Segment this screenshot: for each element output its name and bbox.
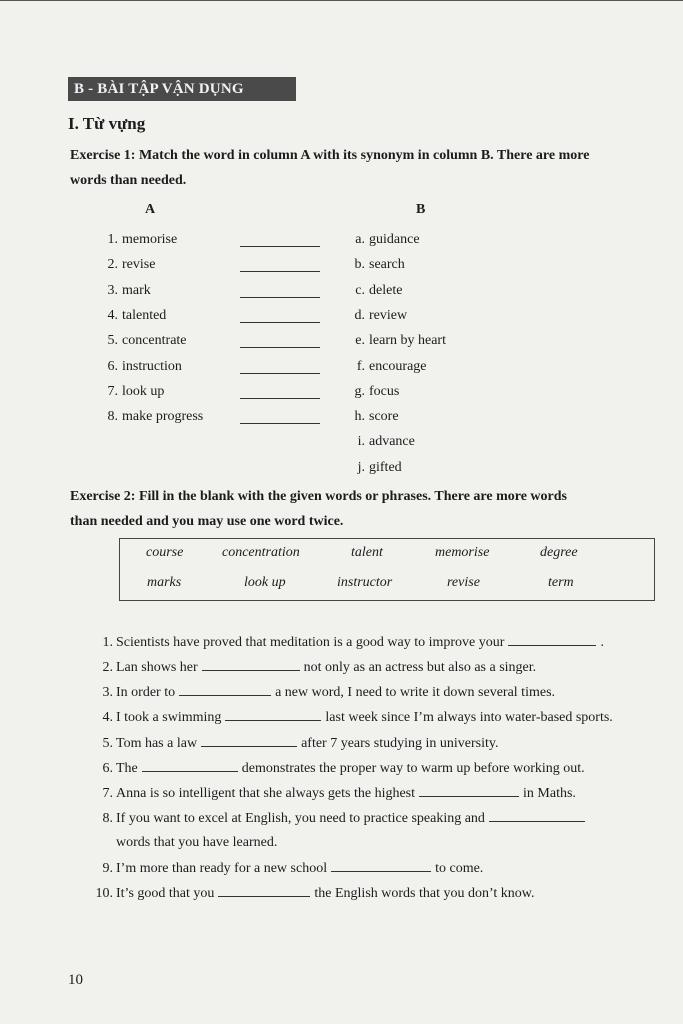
item-letter: a. bbox=[355, 232, 365, 247]
sentence-text-after: after 7 years studying in university. bbox=[301, 736, 499, 751]
fill-blank[interactable] bbox=[419, 783, 519, 797]
answer-blank[interactable] bbox=[240, 321, 320, 323]
item-letter: f. bbox=[356, 358, 365, 374]
sentence-number: 8. bbox=[102, 811, 113, 826]
fill-blank[interactable] bbox=[201, 733, 297, 747]
item-word: revise bbox=[122, 257, 156, 273]
fill-blank[interactable] bbox=[202, 657, 300, 671]
sentence-text-after: not only as an actress but also as a singer. bbox=[303, 660, 537, 675]
sentence-number: 4. bbox=[102, 710, 113, 725]
item-word: review bbox=[369, 307, 408, 323]
column-a-item bbox=[96, 306, 166, 326]
word-bank-item: degree bbox=[540, 545, 578, 560]
item-word: make progress bbox=[122, 409, 204, 425]
fill-blank[interactable] bbox=[331, 858, 431, 872]
sentence-item bbox=[89, 657, 536, 677]
word-bank-item: term bbox=[548, 575, 574, 590]
exercise1-title-line1: Exercise 1: Match the word in column A with its synonym in column B. There are more bbox=[70, 148, 590, 163]
column-a-item bbox=[96, 255, 155, 275]
exercise2-title bbox=[70, 484, 666, 534]
column-b-item bbox=[337, 357, 427, 377]
item-letter: d. bbox=[354, 307, 365, 323]
sentence-number: 7. bbox=[102, 786, 113, 801]
answer-blank[interactable] bbox=[240, 296, 320, 298]
column-b-item bbox=[337, 407, 399, 427]
sentence-number: 3. bbox=[102, 685, 113, 700]
exercise2-title-line1: Exercise 2: Fill in the blank with the given words or phrases. There are more words bbox=[70, 489, 567, 504]
item-word: mark bbox=[122, 282, 151, 298]
item-number: 2. bbox=[107, 257, 118, 273]
column-a-item bbox=[96, 357, 182, 377]
column-b-header: B bbox=[416, 202, 426, 217]
item-letter: e. bbox=[355, 333, 365, 349]
column-a-header: A bbox=[145, 202, 156, 217]
fill-blank[interactable] bbox=[489, 808, 585, 822]
sentence-item bbox=[89, 707, 613, 727]
sentence-number: 6. bbox=[102, 761, 113, 776]
sentence-number: 5. bbox=[102, 736, 113, 751]
sentence-item bbox=[89, 632, 604, 652]
item-number: 3. bbox=[107, 282, 118, 298]
word-bank-item: instructor bbox=[337, 575, 393, 590]
word-bank-item: marks bbox=[147, 575, 182, 590]
column-b-item bbox=[337, 432, 415, 452]
column-b-item bbox=[337, 230, 420, 250]
item-number: 8. bbox=[107, 409, 118, 425]
sentence-text-before: It’s good that you bbox=[116, 886, 215, 901]
column-b-item bbox=[337, 281, 402, 301]
word-bank-item: memorise bbox=[435, 545, 490, 560]
sentence-text-before: If you want to excel at English, you need to practice speaking and bbox=[116, 811, 485, 826]
fill-blank[interactable] bbox=[218, 883, 310, 897]
column-a-item bbox=[96, 230, 177, 250]
answer-blank[interactable] bbox=[240, 270, 320, 272]
answer-blank[interactable] bbox=[240, 346, 320, 348]
section-banner: B - BÀI TẬP VẬN DỤNG bbox=[68, 77, 296, 101]
page-number: 10 bbox=[68, 972, 83, 988]
column-b-item bbox=[337, 382, 399, 402]
column-a-item bbox=[96, 281, 151, 301]
answer-blank[interactable] bbox=[240, 422, 320, 424]
item-letter: j. bbox=[357, 459, 365, 475]
answer-blank[interactable] bbox=[240, 397, 320, 399]
sentence-number: 1. bbox=[102, 635, 113, 650]
sentence-item bbox=[89, 808, 589, 828]
exercise1-title bbox=[70, 143, 666, 193]
item-word: search bbox=[369, 257, 405, 273]
section-title: I. Từ vựng bbox=[68, 114, 146, 133]
item-number: 4. bbox=[107, 307, 118, 323]
word-bank-item: concentration bbox=[222, 545, 300, 560]
answer-blank[interactable] bbox=[240, 245, 320, 247]
item-word: focus bbox=[369, 383, 400, 399]
sentence-item bbox=[89, 733, 498, 753]
top-rule bbox=[0, 0, 683, 1]
fill-blank[interactable] bbox=[179, 682, 271, 696]
word-bank-item: course bbox=[146, 545, 184, 560]
item-word: score bbox=[369, 409, 399, 425]
item-number: 7. bbox=[107, 383, 118, 399]
fill-blank[interactable] bbox=[225, 707, 321, 721]
item-number: 6. bbox=[107, 358, 118, 374]
item-word: guidance bbox=[369, 232, 420, 247]
sentence-item bbox=[89, 858, 483, 878]
sentence-item bbox=[89, 783, 576, 803]
sentence-number: 2. bbox=[102, 660, 113, 675]
sentence-text-after: a new word, I need to write it down several times. bbox=[275, 685, 556, 700]
item-word: encourage bbox=[369, 358, 427, 374]
item-word: memorise bbox=[122, 232, 178, 247]
word-bank-item: look up bbox=[244, 575, 286, 590]
sentence-text-before: Tom has a law bbox=[116, 736, 198, 751]
item-letter: c. bbox=[355, 282, 365, 298]
item-word: look up bbox=[122, 383, 165, 399]
fill-blank[interactable] bbox=[508, 632, 596, 646]
sentence-text-before: Scientists have proved that meditation is a good way to improve your bbox=[116, 635, 505, 650]
column-b-item bbox=[337, 458, 402, 478]
word-bank-item: talent bbox=[351, 545, 383, 560]
sentence-text-before: I’m more than ready for a new school bbox=[116, 861, 328, 876]
item-word: advance bbox=[369, 434, 415, 450]
word-bank-item: revise bbox=[447, 575, 480, 590]
sentence-text-before: I took a swimming bbox=[116, 710, 222, 725]
sentence-number: 10. bbox=[95, 886, 113, 901]
sentence-text-continuation: words that you have learned. bbox=[116, 835, 278, 850]
item-word: concentrate bbox=[122, 333, 187, 349]
item-word: delete bbox=[369, 282, 403, 298]
sentence-number: 9. bbox=[102, 861, 113, 876]
item-letter: h. bbox=[354, 409, 365, 425]
item-word: learn by heart bbox=[369, 333, 446, 349]
item-word: instruction bbox=[122, 358, 182, 374]
item-word: gifted bbox=[369, 459, 402, 475]
word-bank-box bbox=[119, 538, 655, 601]
column-a-item bbox=[96, 382, 164, 402]
column-b-item bbox=[337, 331, 446, 351]
exercise1-title-line2: words than needed. bbox=[70, 173, 187, 188]
item-word: talented bbox=[122, 307, 167, 323]
item-letter: i. bbox=[357, 434, 365, 450]
sentence-item bbox=[89, 758, 585, 778]
sentence-text-after: demonstrates the proper way to warm up before working out. bbox=[241, 761, 585, 776]
sentence-text-after: to come. bbox=[435, 861, 484, 876]
column-a-item bbox=[96, 331, 187, 351]
sentence-text-after: the English words that you don’t know. bbox=[314, 886, 535, 901]
item-number: 5. bbox=[107, 333, 118, 349]
sentence-text-before: Anna is so intelligent that she always gets the highest bbox=[116, 786, 416, 801]
column-a-item bbox=[96, 407, 203, 427]
sentence-text-before: The bbox=[116, 761, 138, 776]
item-letter: g. bbox=[354, 383, 365, 399]
sentence-item bbox=[89, 883, 535, 903]
sentence-item bbox=[89, 682, 555, 702]
answer-blank[interactable] bbox=[240, 372, 320, 374]
column-b-item bbox=[337, 306, 407, 326]
sentence-text-before: In order to bbox=[116, 685, 176, 700]
sentence-text-after: in Maths. bbox=[523, 786, 576, 801]
fill-blank[interactable] bbox=[142, 758, 238, 772]
item-number: 1. bbox=[107, 232, 118, 247]
exercise2-title-line2: than needed and you may use one word twice. bbox=[70, 514, 344, 529]
column-b-item bbox=[337, 255, 405, 275]
item-letter: b. bbox=[354, 257, 365, 273]
sentence-text-before: Lan shows her bbox=[116, 660, 198, 675]
sentence-text-after: . bbox=[600, 635, 604, 650]
sentence-text-after: last week since I’m always into water-based sports. bbox=[325, 710, 613, 725]
